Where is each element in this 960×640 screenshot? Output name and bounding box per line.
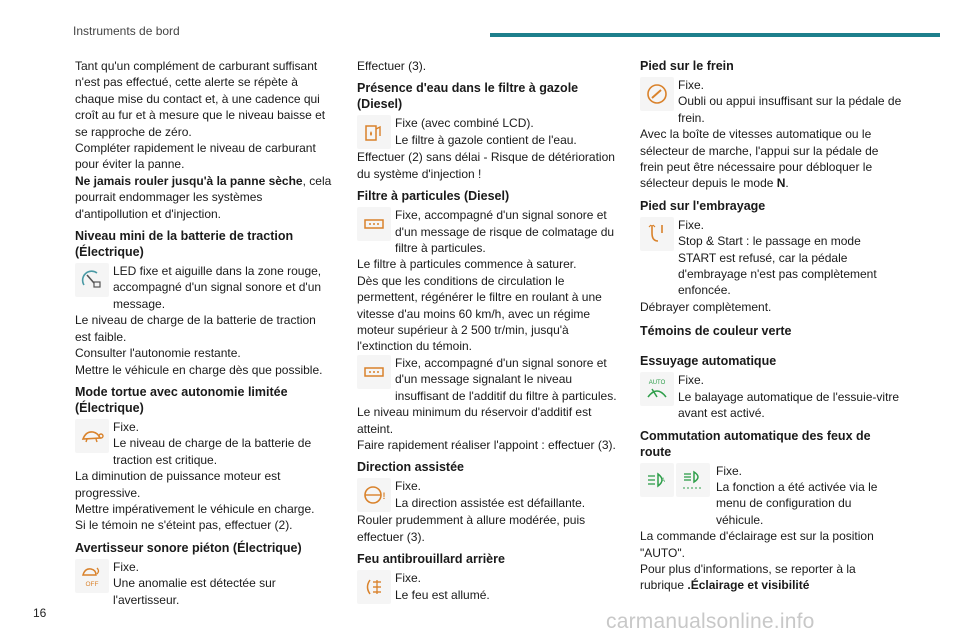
- icon-description: [678, 217, 902, 299]
- auto-wiper-icon: [640, 372, 674, 406]
- section-heading: Essuyage automatique: [640, 354, 777, 369]
- section-heading: Feu antibrouillard arrière: [357, 552, 505, 567]
- description-text: Une anomalie est détectée sur l'avertisseur.: [113, 576, 276, 607]
- column-3: [640, 58, 902, 594]
- warning-item: [357, 207, 619, 256]
- icon-pair: [640, 463, 712, 497]
- paragraph: Le niveau minimum du réservoir d'additif est atteint.: [357, 405, 592, 436]
- warning-item: [357, 570, 619, 604]
- description-text: La direction assistée est défaillante.: [395, 495, 586, 510]
- icon-description: [716, 463, 902, 529]
- section-heading: Présence d'eau dans le filtre à gazole (Diesel): [357, 81, 579, 112]
- state-text: Fixe (avec combiné LCD).: [395, 116, 534, 131]
- warning-item: [357, 478, 619, 512]
- icon-description: [678, 372, 902, 421]
- section-heading: Niveau mini de la batterie de traction (Électrique): [75, 229, 294, 260]
- paragraph: La commande d'éclairage est sur la position "AUTO".: [640, 529, 874, 560]
- text-part: Pour plus d'informations, se reporter à la rubrique: [640, 561, 856, 593]
- icon-description: Fixe, accompagné d'un signal sonore et d'un message signalant le niveau insuffisant de l'additif du filtre à particules.: [395, 355, 617, 403]
- warning-item: [640, 463, 902, 529]
- section-heading: Avertisseur sonore piéton (Électrique): [75, 540, 302, 555]
- power-steering-icon: [357, 478, 391, 512]
- state-text: Fixe.: [113, 419, 140, 434]
- description-text: Le filtre à gazole contient de l'eau.: [395, 132, 577, 147]
- state-text: Fixe.: [678, 217, 705, 232]
- mode-letter: N: [776, 176, 786, 191]
- icon-description: [113, 559, 333, 608]
- section-heading: Témoins de couleur verte: [640, 324, 792, 339]
- paragraph: Compléter rapidement le niveau de carburant pour éviter la panne.: [75, 141, 316, 172]
- icon-description: Fixe, accompagné d'un signal sonore et d'un message de risque de colmatage du filtre à particules.: [395, 208, 615, 256]
- warning-item: [75, 419, 333, 468]
- paragraph: Le niveau de charge de la batterie de traction est faible.: [75, 313, 316, 344]
- state-text: Fixe.: [113, 559, 140, 574]
- state-text: Fixe.: [678, 78, 705, 92]
- state-text: Fixe.: [395, 571, 422, 586]
- warning-item: [640, 217, 902, 299]
- paragraph: Faire rapidement réaliser l'appoint : effectuer (3).: [357, 437, 616, 452]
- icon-label: AUTO: [648, 380, 666, 387]
- icon-description: LED fixe et aiguille dans la zone rouge, accompagné d'un signal sonore et d'un message.: [113, 264, 322, 311]
- section-heading: Mode tortue avec autonomie limitée (Électrique): [75, 384, 288, 415]
- description-text: La fonction a été activée via le menu de configuration du véhicule.: [716, 479, 878, 527]
- state-text: Fixe.: [395, 479, 422, 494]
- high-beam-icon: [676, 463, 710, 497]
- svg-text:!: !: [382, 491, 386, 502]
- warning-item: [357, 115, 619, 149]
- cross-reference: .Éclairage et visibilité: [687, 578, 810, 593]
- clutch-pedal-icon: [640, 217, 674, 251]
- icon-description: [113, 419, 333, 468]
- paragraph: Si le témoin ne s'éteint pas, effectuer (2).: [75, 518, 293, 533]
- intro-paragraph: Effectuer (3).: [357, 59, 427, 73]
- description-text: Le feu est allumé.: [395, 587, 490, 602]
- watermark: carmanualsonline.info: [606, 610, 815, 633]
- turtle-icon: [75, 419, 109, 453]
- brake-pedal-icon: [640, 77, 674, 111]
- warning-item: [75, 559, 333, 608]
- column-1: [75, 58, 333, 608]
- auto-high-beam-icon: [640, 463, 674, 497]
- paragraph: La diminution de puissance moteur est progressive.: [75, 469, 281, 500]
- paragraph: [640, 126, 902, 192]
- warning-item: [640, 372, 902, 421]
- paragraph: [640, 561, 902, 594]
- paragraph: Rouler prudemment à allure modérée, puis effectuer (3).: [357, 513, 586, 544]
- warning-item: [75, 263, 333, 312]
- rear-fog-light-icon: [357, 570, 391, 604]
- water-in-fuel-icon: [357, 115, 391, 149]
- state-text: Fixe.: [716, 463, 743, 478]
- description-text: Le niveau de charge de la batterie de traction est critique.: [113, 436, 312, 467]
- header-accent-bar: [490, 33, 940, 37]
- paragraph: Mettre impérativement le véhicule en charge.: [75, 501, 315, 516]
- section-title: Instruments de bord: [73, 24, 180, 38]
- icon-description: [395, 570, 619, 603]
- icon-description: [395, 478, 619, 511]
- paragraph: Dès que les conditions de circulation le permettent, régénérer le filtre en roulant à une vitesse d'au moins 60 km/h, avec un régime moteur supérieur à 2 500 tr/min, jusqu'à l'extinction du témoin.: [357, 273, 602, 354]
- description-text: Le balayage automatique de l'essuie-vitre avant est activé.: [678, 389, 900, 421]
- text-part: .: [785, 176, 789, 191]
- section-heading: Direction assistée: [357, 460, 464, 475]
- column-2: [357, 58, 619, 604]
- icon-label: OFF: [85, 580, 99, 588]
- particle-filter-icon: [357, 207, 391, 241]
- paragraph: Consulter l'autonomie restante.: [75, 346, 241, 361]
- particle-filter-icon: [357, 355, 391, 389]
- pedestrian-horn-off-icon: [75, 559, 109, 593]
- warning-rest: , cela pourrait endommager les systèmes d'antipollution et d'injection.: [75, 173, 332, 221]
- paragraph: Le filtre à particules commence à saturer.: [357, 257, 577, 272]
- battery-gauge-icon: [75, 263, 109, 297]
- state-text: Fixe.: [678, 373, 705, 388]
- section-heading: Filtre à particules (Diesel): [357, 189, 510, 204]
- description-text: Stop & Start : le passage en mode START est refusé, car la pédale d'embrayage n'est pas complètement enfoncée.: [678, 234, 877, 298]
- section-heading: Commutation automatique des feux de route: [640, 428, 871, 459]
- icon-description: [678, 77, 902, 126]
- warning-item: [640, 77, 902, 126]
- section-heading: Pied sur l'embrayage: [640, 198, 766, 213]
- paragraph: Mettre le véhicule en charge dès que possible.: [75, 362, 323, 377]
- warning-paragraph: [75, 173, 333, 222]
- page-number: 16: [33, 606, 47, 620]
- warning-bold: Ne jamais rouler jusqu'à la panne sèche: [75, 173, 303, 188]
- description-text: Oubli ou appui insuffisant sur la pédale de frein.: [678, 94, 902, 125]
- icon-description: [395, 115, 619, 148]
- paragraph: Débrayer complètement.: [640, 299, 772, 314]
- text-part: Avec la boîte de vitesses automatique ou le sélecteur de marche, l'appui sur la pédale de frein peut être nécessaire pour débloquer le sélecteur depuis le mode: [640, 127, 879, 191]
- intro-paragraph: Tant qu'un complément de carburant suffisant n'est pas effectué, cette alerte se répète à chaque mise du contact et, à une cadence qui croît au fur et à mesure que le niveau baisse et se rapproche de zéro.: [75, 59, 326, 139]
- warning-item: [357, 355, 619, 404]
- section-heading: Pied sur le frein: [640, 59, 734, 73]
- svg-text:A: A: [660, 477, 666, 484]
- paragraph: Effectuer (2) sans délai - Risque de détérioration du système d'injection !: [357, 150, 615, 181]
